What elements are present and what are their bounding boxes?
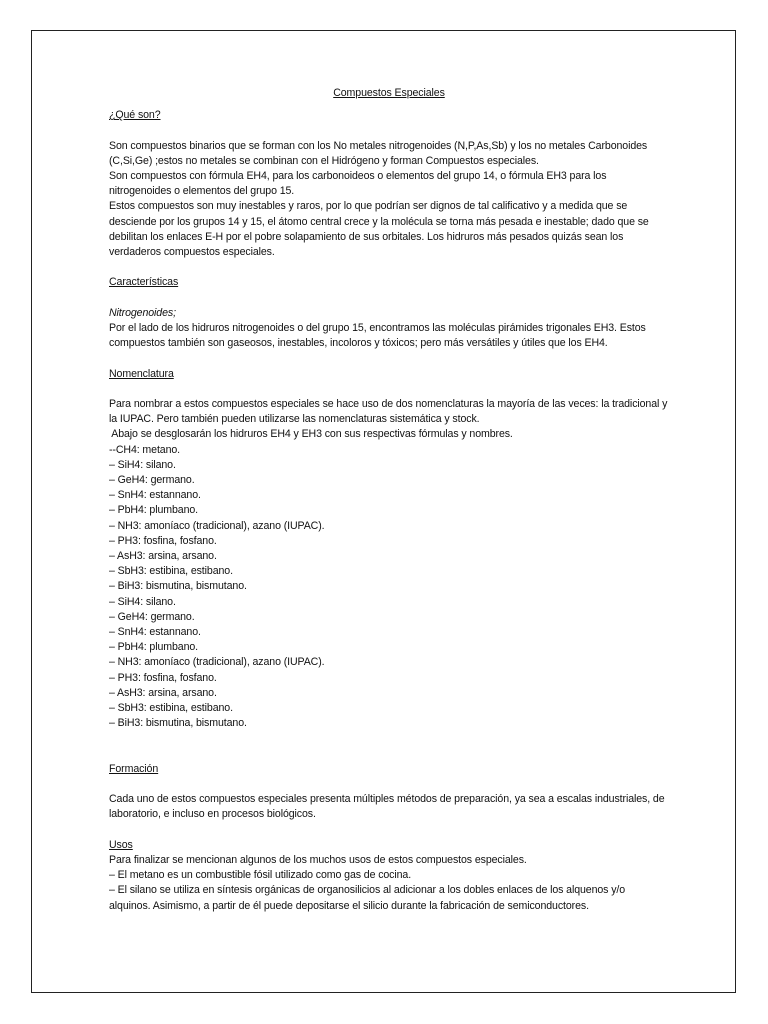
- list-item: – BiH3: bismutina, bismutano.: [109, 580, 247, 593]
- list-item: – SiH4: silano.: [109, 595, 176, 608]
- usos-item-1: – El metano es un combustible fósil utilizado como gas de cocina.: [109, 869, 412, 882]
- list-item: – NH3: amoníaco (tradicional), azano (IUPAC).: [109, 656, 325, 669]
- list-item: – GeH4: germano.: [109, 610, 195, 623]
- list-item: – PH3: fosfina, fosfano.: [109, 534, 217, 547]
- nomenclatura-intro: Para nombrar a estos compuestos especiales se hace uso de dos nomenclaturas la mayoría de las veces: la tradicional y la IUPAC. Pero también pueden utilizarse las nomenclaturas sistemática y stock.: [109, 397, 668, 426]
- usos-item-2: – El silano se utiliza en síntesis orgánicas de organosilicios al adicionar a los dobles enlaces de los alquenos y/o alquinos. Asimismo, a partir de él puede depositarse el silicio durante la fabricación de semiconductores.: [109, 884, 626, 912]
- document-title: Compuestos Especiales: [333, 87, 445, 99]
- heading-formacion: Formación: [109, 762, 159, 775]
- list-item: – NH3: amoníaco (tradicional), azano (IUPAC).: [109, 519, 325, 532]
- que-son-paragraph-3: Estos compuestos son muy inestables y raros, por lo que podrían ser dignos de tal calificativo y a medida que se desciende por los grupos 14 y 15, el átomo central crece y la molécula se torna más pesada e inestable; dado que se debilitan los enlaces E-H por el pobre solapamiento de sus orbitales. Los hidruros más pesados quizás sean los verdaderos compuestos especiales.: [109, 200, 649, 259]
- formacion-paragraph: Cada uno de estos compuestos especiales presenta múltiples métodos de preparación, ya sea a escalas industriales, de laboratorio, e incluso en procesos biológicos.: [109, 793, 665, 821]
- list-item: – SnH4: estannano.: [109, 626, 201, 639]
- nomenclatura-intro-2: Abajo se desglosarán los hidruros EH4 y EH3 con sus respectivas fórmulas y nombres.: [109, 428, 513, 441]
- list-item: – SbH3: estibina, estibano.: [109, 702, 233, 715]
- document-body: [109, 86, 669, 914]
- list-item: – AsH3: arsina, arsano.: [109, 550, 217, 563]
- list-item: – PbH4: plumbano.: [109, 641, 198, 654]
- que-son-paragraph-1: Son compuestos binarios que se forman con los No metales nitrogenoides (N,P,As,Sb) y los no metales Carbonoides (C,Si,Ge) ;estos no metales se combinan con el Hidrógeno y forman Compuestos especiales.: [109, 139, 648, 167]
- usos-intro: Para finalizar se mencionan algunos de los muchos usos de estos compuestos especiales.: [109, 854, 527, 867]
- list-item: – PH3: fosfina, fosfano.: [109, 671, 217, 684]
- list-item: – BiH3: bismutina, bismutano.: [109, 717, 247, 730]
- list-item: – SnH4: estannano.: [109, 489, 201, 502]
- list-item: – PbH4: plumbano.: [109, 504, 198, 517]
- list-item: – GeH4: germano.: [109, 474, 195, 486]
- heading-que-son: ¿Qué son?: [109, 109, 161, 122]
- que-son-paragraph-2: Son compuestos con fórmula EH4, para los carbonoideos o elementos del grupo 14, o fórmula EH3 para los nitrogenoides o elementos del grupo 15.: [109, 170, 607, 198]
- caracteristicas-paragraph: Por el lado de los hidruros nitrogenoides o del grupo 15, encontramos las moléculas pirámides trigonales EH3. Estos compuestos también son gaseosos, inestables, incoloros y tóxicos; pero más versátiles y útiles que los EH4.: [109, 322, 646, 350]
- list-item: – SbH3: estibina, estibano.: [109, 565, 233, 578]
- heading-caracteristicas: Características: [109, 276, 179, 289]
- heading-usos: Usos: [109, 838, 133, 851]
- subheading-nitrogenoides: Nitrogenoides;: [109, 306, 176, 319]
- list-item: --CH4: metano.: [109, 443, 181, 456]
- heading-nomenclatura: Nomenclatura: [109, 367, 174, 380]
- list-item: – SiH4: silano.: [109, 458, 176, 471]
- hydride-list: [109, 443, 669, 732]
- list-item: – AsH3: arsina, arsano.: [109, 686, 217, 699]
